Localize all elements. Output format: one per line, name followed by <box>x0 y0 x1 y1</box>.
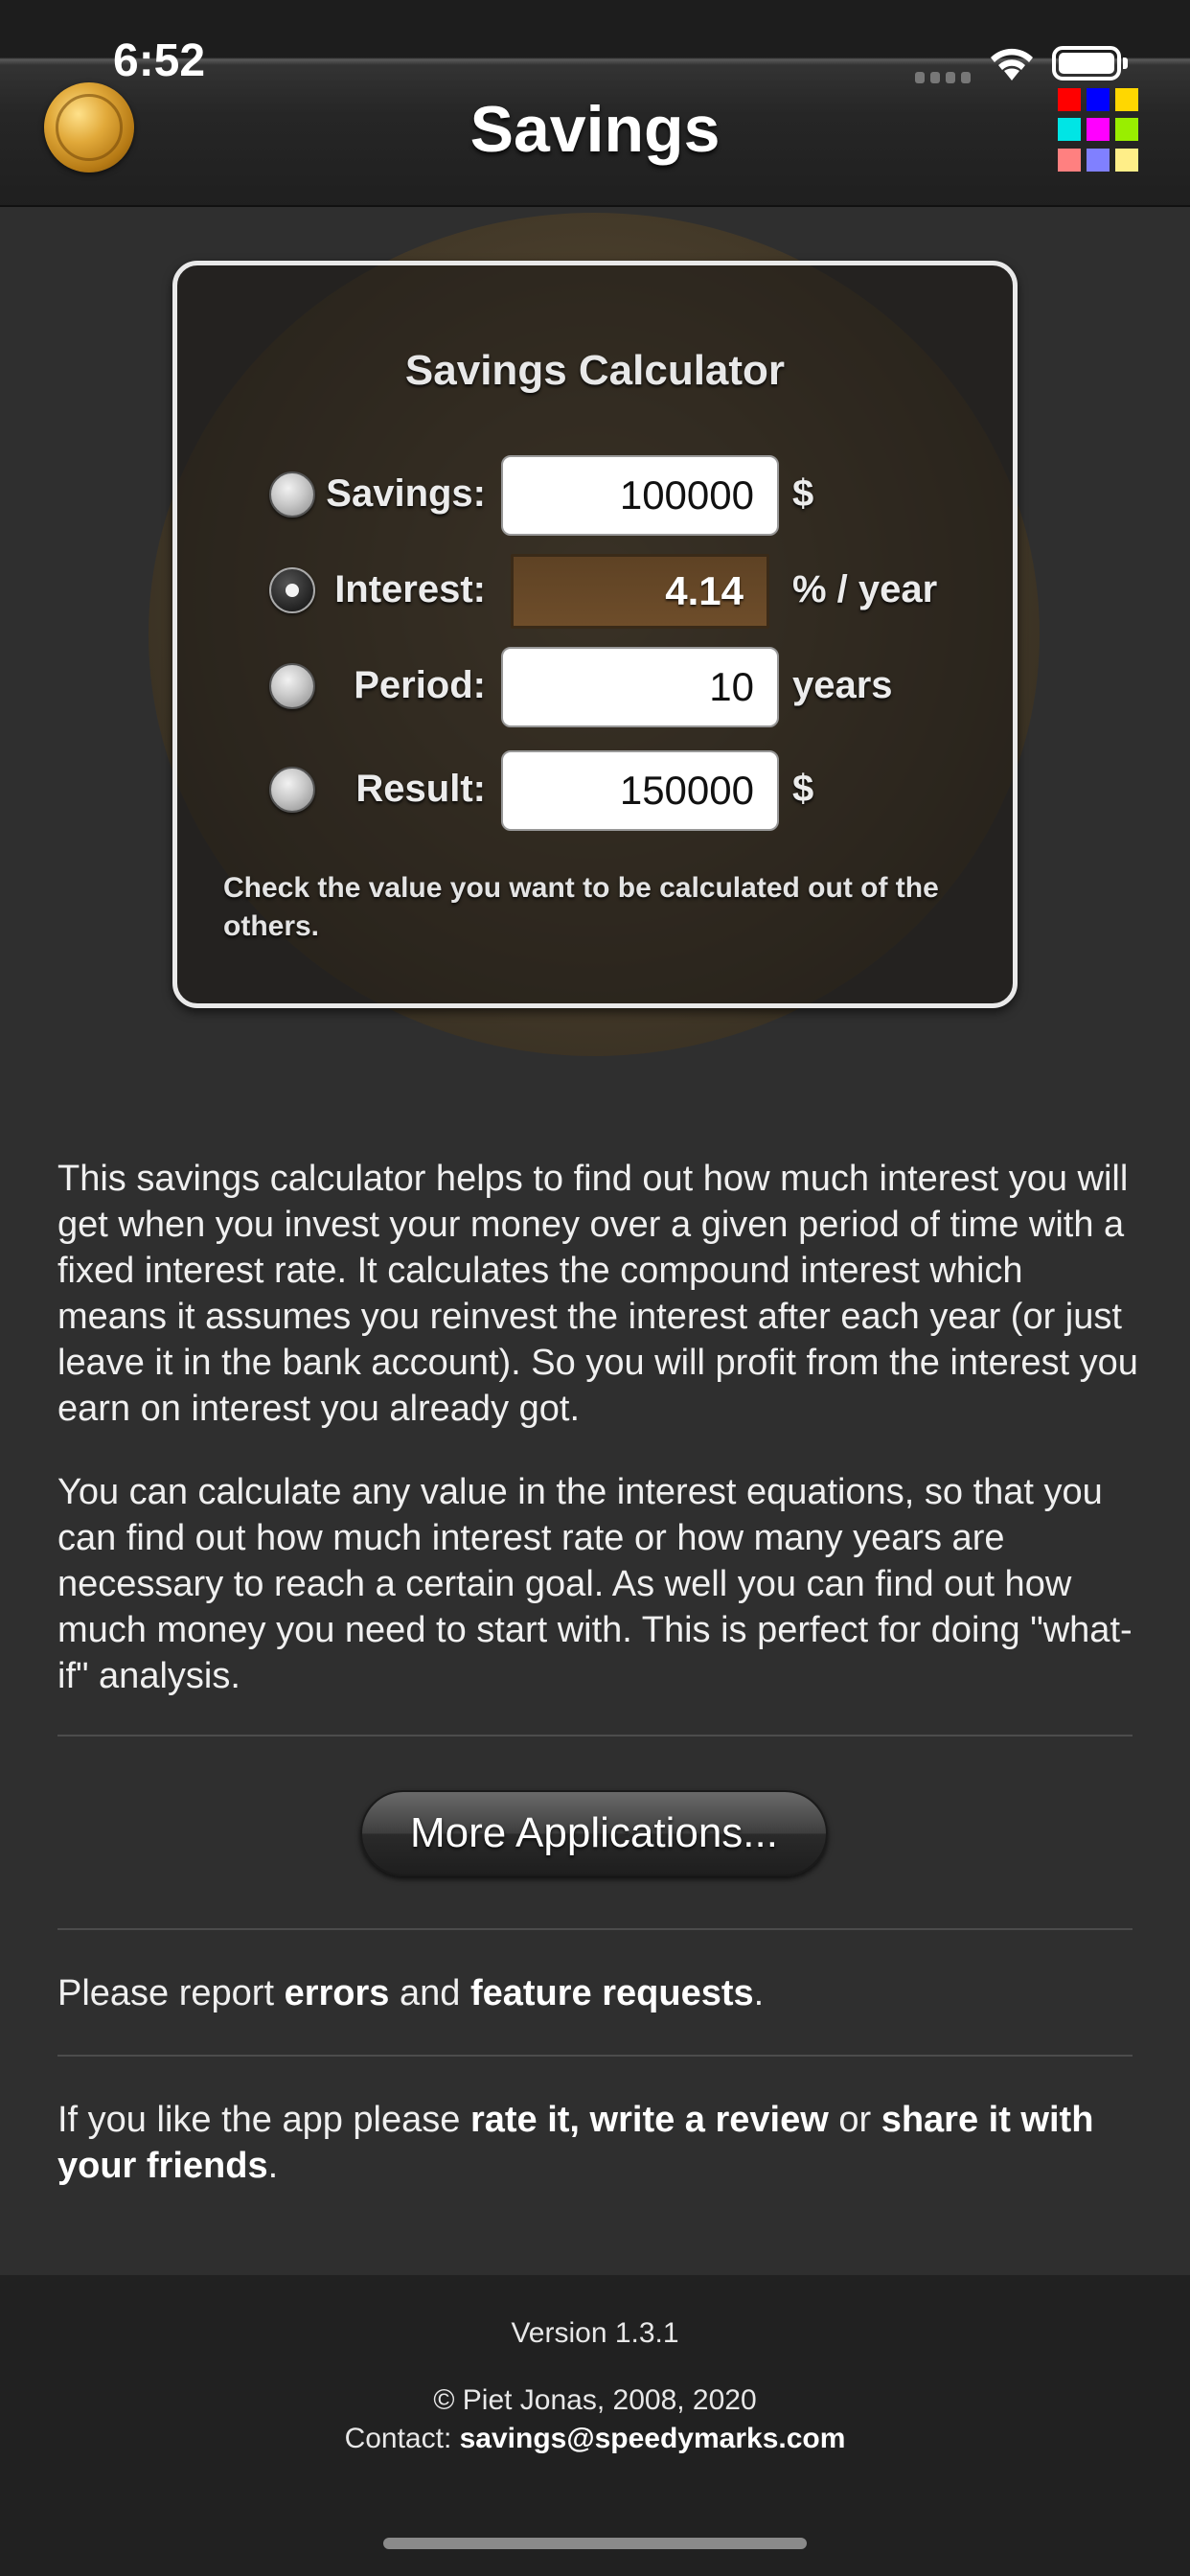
feature-requests-link[interactable]: feature requests <box>469 1973 754 2013</box>
period-input[interactable]: 10 <box>501 647 779 727</box>
divider <box>57 1735 1133 1736</box>
savings-input[interactable]: 100000 <box>501 455 779 536</box>
description-paragraph-1: This savings calculator helps to find out how much interest you will get when you invest your money over a given period of time with a fixed interest rate. It calculates the compound interest which means it assumes you reinvest the interest after each year (or just leave it in the bank account). So you will profit from the interest you earn on interest you already got. <box>57 1159 1138 1429</box>
calculator-hint: Check the value you want to be calculated out of the others. <box>223 872 939 942</box>
contact-line <box>0 2423 1190 2455</box>
home-indicator[interactable] <box>383 2538 807 2549</box>
copyright-text: © Piet Jonas, 2008, 2020 <box>433 2384 757 2416</box>
savings-row <box>177 455 1013 536</box>
savings-radio[interactable] <box>269 472 315 518</box>
divider <box>57 1928 1133 1930</box>
rate-or: or <box>828 2100 881 2140</box>
result-row <box>177 750 1013 831</box>
period-label: Period: <box>354 664 486 706</box>
color-swatch <box>1115 88 1138 111</box>
more-applications-button[interactable]: More Applications... <box>360 1790 828 1876</box>
result-unit: $ <box>792 768 814 810</box>
color-swatch <box>1087 149 1110 172</box>
page-title: Savings <box>469 93 721 166</box>
period-unit: years <box>792 664 893 706</box>
color-swatch <box>1087 88 1110 111</box>
rate-paragraph <box>57 2097 1140 2189</box>
rate-suffix: . <box>267 2146 279 2186</box>
battery-icon <box>1052 46 1121 80</box>
contact-email-link[interactable]: savings@speedymarks.com <box>459 2423 846 2454</box>
result-label: Result: <box>355 768 486 810</box>
footer <box>0 2275 1190 2576</box>
savings-label: Savings: <box>326 472 486 515</box>
period-row <box>177 647 1013 727</box>
interest-row <box>177 551 1013 632</box>
interest-unit: % / year <box>792 568 938 610</box>
color-swatch <box>1058 149 1081 172</box>
cellular-signal-icon <box>915 72 973 85</box>
calculator-title: Savings Calculator <box>404 347 786 394</box>
interest-radio[interactable] <box>269 567 315 613</box>
result-input[interactable]: 150000 <box>501 750 779 831</box>
color-swatch <box>1058 118 1081 141</box>
report-paragraph <box>57 1970 1140 2016</box>
navigation-header <box>0 0 1190 207</box>
interest-input[interactable]: 4.14 <box>511 554 769 629</box>
rate-review-link[interactable]: rate it, write a review <box>469 2100 829 2140</box>
color-swatch <box>1115 149 1138 172</box>
report-suffix: . <box>753 1973 765 2013</box>
color-swatch <box>1058 88 1081 111</box>
result-radio[interactable] <box>269 767 315 813</box>
errors-link[interactable]: errors <box>284 1973 390 2013</box>
savings-calculator-card <box>172 261 1018 1008</box>
wifi-icon <box>987 44 1037 82</box>
divider <box>57 2055 1133 2057</box>
version-text: Version 1.3.1 <box>511 2317 679 2349</box>
description-paragraph-2: You can calculate any value in the interest equations, so that you can find out how much interest rate or how many years are necessary to reach a certain goal. As well you can find out how much money you need to start with. This is perfect for doing "what-if" analysis. <box>57 1472 1133 1696</box>
color-swatch <box>1115 118 1138 141</box>
interest-label: Interest: <box>334 568 486 610</box>
color-theme-grid-icon[interactable] <box>1058 88 1142 172</box>
contact-prefix: Contact: <box>344 2423 460 2454</box>
color-swatch <box>1087 118 1110 141</box>
report-and: and <box>389 1973 470 2013</box>
rate-prefix: If you like the app please <box>57 2100 470 2140</box>
share-link[interactable]: share it with your friends <box>57 2100 1094 2186</box>
savings-unit: $ <box>792 472 814 515</box>
status-time: 6:52 <box>113 35 206 86</box>
report-prefix: Please report <box>57 1973 285 2013</box>
period-radio[interactable] <box>269 663 315 709</box>
